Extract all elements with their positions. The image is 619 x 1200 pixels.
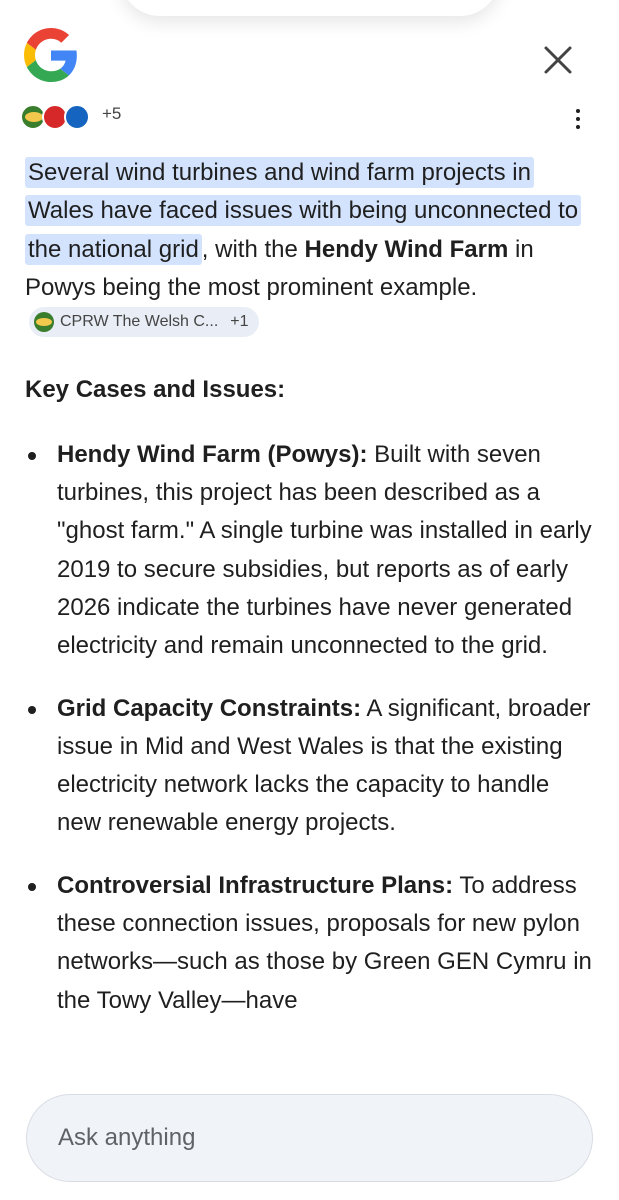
item-title: Controversial Infrastructure Plans: <box>57 871 454 899</box>
list-item <box>25 436 595 666</box>
item-text: A significant, broader issue in Mid and West Wales is that the existing electricity network lacks the capacity to handle new renewable energy projects. <box>57 694 591 837</box>
item-title: Hendy Wind Farm (Powys): <box>57 440 368 468</box>
list-item <box>25 690 595 843</box>
citation-label: CPRW The Welsh C... <box>60 313 219 331</box>
cprw-icon <box>34 312 54 332</box>
ask-input[interactable] <box>26 1094 593 1182</box>
close-icon <box>543 45 573 75</box>
google-g-icon <box>24 28 78 82</box>
item-text: Built with seven turbines, this project has been described as a "ghost farm." A single turbine was installed in early 2019 to secure subsidies, but reports as of early 2026 indicate the turbines have never generated electricity and remain unconnected to the grid. <box>57 440 592 660</box>
summary-rest: in Powys being the most prominent example. <box>25 235 534 301</box>
facebook-icon <box>64 104 90 130</box>
list-item <box>25 867 595 1020</box>
top-sheet-edge <box>120 0 500 16</box>
close-button[interactable] <box>536 38 580 82</box>
more-vert-icon[interactable] <box>566 104 590 134</box>
source-favicons[interactable] <box>20 102 122 132</box>
issue-list <box>25 436 595 1020</box>
item-text: To address these connection issues, proposals for new pylon networks—such as those by Green GEN Cymru in the Towy Valley—have <box>57 871 592 1014</box>
sources-row[interactable] <box>20 102 122 132</box>
citation-chip[interactable] <box>29 307 259 337</box>
content-fade <box>0 1040 619 1080</box>
summary-text: , with the <box>201 235 305 263</box>
answer-summary <box>25 154 595 347</box>
citation-extra: +1 <box>230 313 249 331</box>
bold-name: Hendy Wind Farm <box>304 235 509 263</box>
highlighted-text: Several wind turbines and wind farm projects in Wales have faced issues with being unconnected to the national grid <box>25 157 581 265</box>
sources-more-count: +5 <box>102 104 122 123</box>
section-title: Key Cases and Issues: <box>25 376 286 404</box>
item-title: Grid Capacity Constraints: <box>57 694 362 722</box>
ai-answer <box>25 154 595 1044</box>
